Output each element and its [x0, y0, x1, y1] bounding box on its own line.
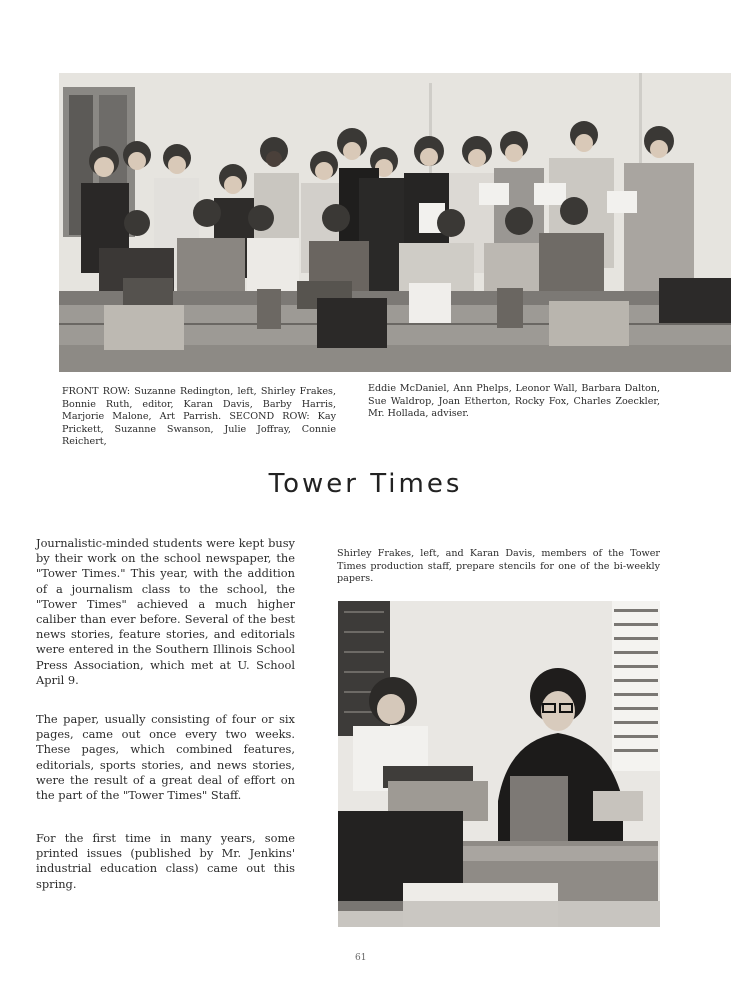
group-photo-caption-left: FRONT ROW: Suzanne Redington, left, Shirley Frakes, Bonnie Ruth, editor, Karan Davis, Barby Harris, Marjorie Malone, Art Parrish. SECOND ROW: Kay Prickett, Suzanne Swanson, Julie Joffray, Connie Reichert, — [62, 386, 336, 448]
page-title: Tower Times — [268, 469, 463, 500]
group-photo-caption-right: Eddie McDaniel, Ann Phelps, Leonor Wall, Barbara Dalton, Sue Waldrop, Joan Etherton, Rocky Fox, Charles Zoeckler, Mr. Hollada, adviser. — [368, 383, 660, 420]
staff-photo-image — [338, 601, 660, 927]
article-paragraph-1: Journalistic-minded students were kept busy by their work on the school newspaper, the "Tower Times." This year, with the addition of a journalism class to the school, the "Tower Times" achieved a much higher caliber than ever before. Several of the best news stories, feature stories, and editorials were entered in the Southern Illinois School Press Association, which met at U. School April 9. — [36, 536, 295, 687]
page-number: 61 — [355, 953, 367, 963]
article-paragraph-3: For the first time in many years, some printed issues (published by Mr. Jenkins' industrial education class) came out this spring. — [36, 831, 295, 891]
group-photo-image — [59, 73, 731, 372]
staff-photo — [338, 601, 660, 927]
group-photo — [59, 73, 731, 372]
article-paragraph-2: The paper, usually consisting of four or six pages, came out once every two weeks. These pages, which combined features, editorials, sports stories, and news stories, were the result of a great deal of effort on the part of the "Tower Times" Staff. — [36, 712, 295, 803]
staff-photo-caption: Shirley Frakes, left, and Karan Davis, members of the Tower Times production staff, prepare stencils for one of the bi-weekly papers. — [337, 548, 660, 585]
